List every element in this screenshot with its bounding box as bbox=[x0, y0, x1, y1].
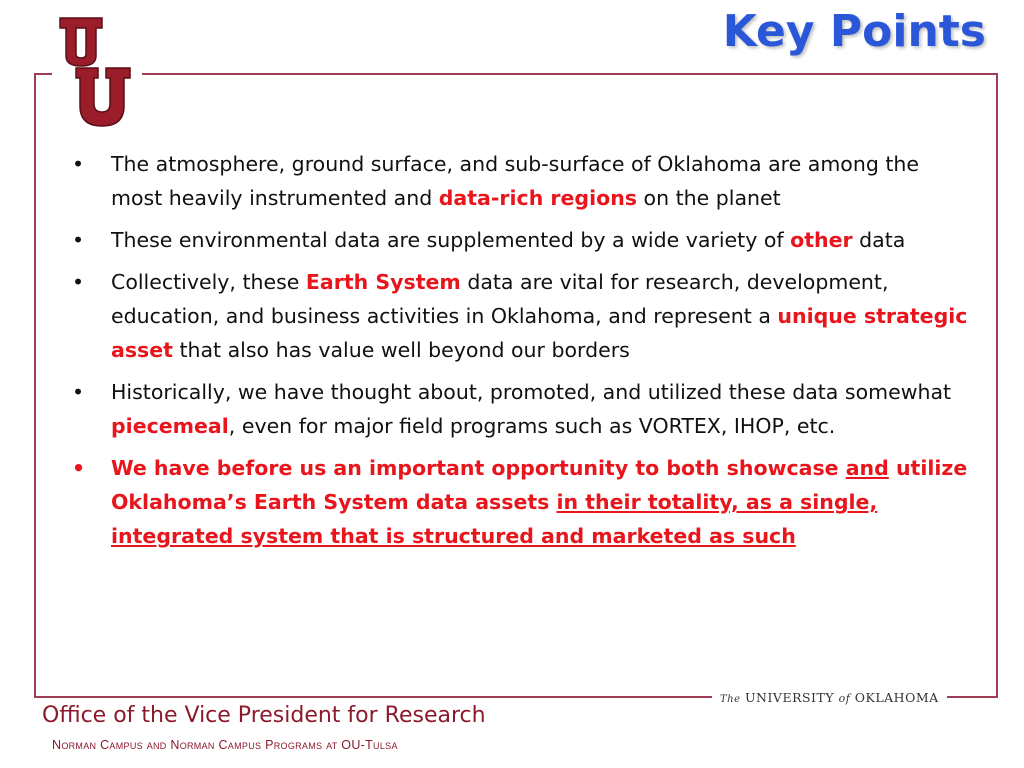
bullet-text: These environmental data are supplemented by a wide variety of bbox=[111, 228, 791, 252]
bullet-text: The atmosphere, ground surface, and sub-surface of Oklahoma are among the most heavily instrumented and bbox=[111, 152, 919, 210]
ou-logo bbox=[52, 14, 142, 132]
bullet-dot-icon: • bbox=[72, 228, 85, 252]
bullet-list bbox=[72, 147, 972, 561]
bullet-text: We have before us an important opportunity to both showcase bbox=[111, 456, 846, 480]
wordmark-the: The bbox=[720, 694, 741, 705]
slide-title: Key Points bbox=[722, 6, 986, 57]
bullet-text: on the planet bbox=[637, 186, 781, 210]
bullet-item bbox=[72, 451, 972, 553]
bullet-item bbox=[72, 223, 972, 257]
bullet-text: utilize Oklahoma’s Earth System data assets bbox=[111, 456, 968, 514]
campus-subtitle: Norman Campus and Norman Campus Programs at OU-Tulsa bbox=[52, 738, 398, 752]
bullet-text: Collectively, these bbox=[111, 270, 306, 294]
bullet-text: , even for major field programs such as VORTEX, IHOP, etc. bbox=[228, 414, 836, 438]
bullet-item bbox=[72, 265, 972, 367]
ou-monogram-icon bbox=[52, 14, 142, 132]
bullet-text: in their totality, as a single, integrated system that is structured and marketed as such bbox=[111, 490, 878, 548]
bullet-item bbox=[72, 375, 972, 443]
bullet-text: data-rich regions bbox=[438, 186, 638, 210]
bullet-text: data bbox=[852, 228, 906, 252]
office-title: Office of the Vice President for Research bbox=[42, 703, 486, 728]
bullet-text: Earth System bbox=[305, 270, 461, 294]
bullet-dot-icon: • bbox=[72, 270, 85, 294]
bullet-dot-icon: • bbox=[72, 456, 86, 480]
wordmark-of: of bbox=[838, 692, 851, 705]
bullet-dot-icon: • bbox=[72, 152, 85, 176]
bullet-text: other bbox=[790, 228, 853, 252]
bullet-text: that also has value well beyond our borders bbox=[172, 338, 630, 362]
bullet-text: unique strategic asset bbox=[111, 304, 968, 362]
wordmark-university: UNIVERSITY bbox=[745, 690, 835, 705]
bullet-text: data are vital for research, development, education, and business activities in Oklahoma, and represent a bbox=[111, 270, 889, 328]
university-wordmark bbox=[712, 689, 947, 709]
bullet-text: Historically, we have thought about, promoted, and utilized these data somewhat bbox=[111, 380, 952, 404]
bullet-dot-icon: • bbox=[72, 380, 85, 404]
bullet-text: and bbox=[845, 456, 889, 480]
wordmark-oklahoma: OKLAHOMA bbox=[854, 690, 939, 705]
bullet-text: piecemeal bbox=[111, 414, 229, 438]
bullet-item bbox=[72, 147, 972, 215]
